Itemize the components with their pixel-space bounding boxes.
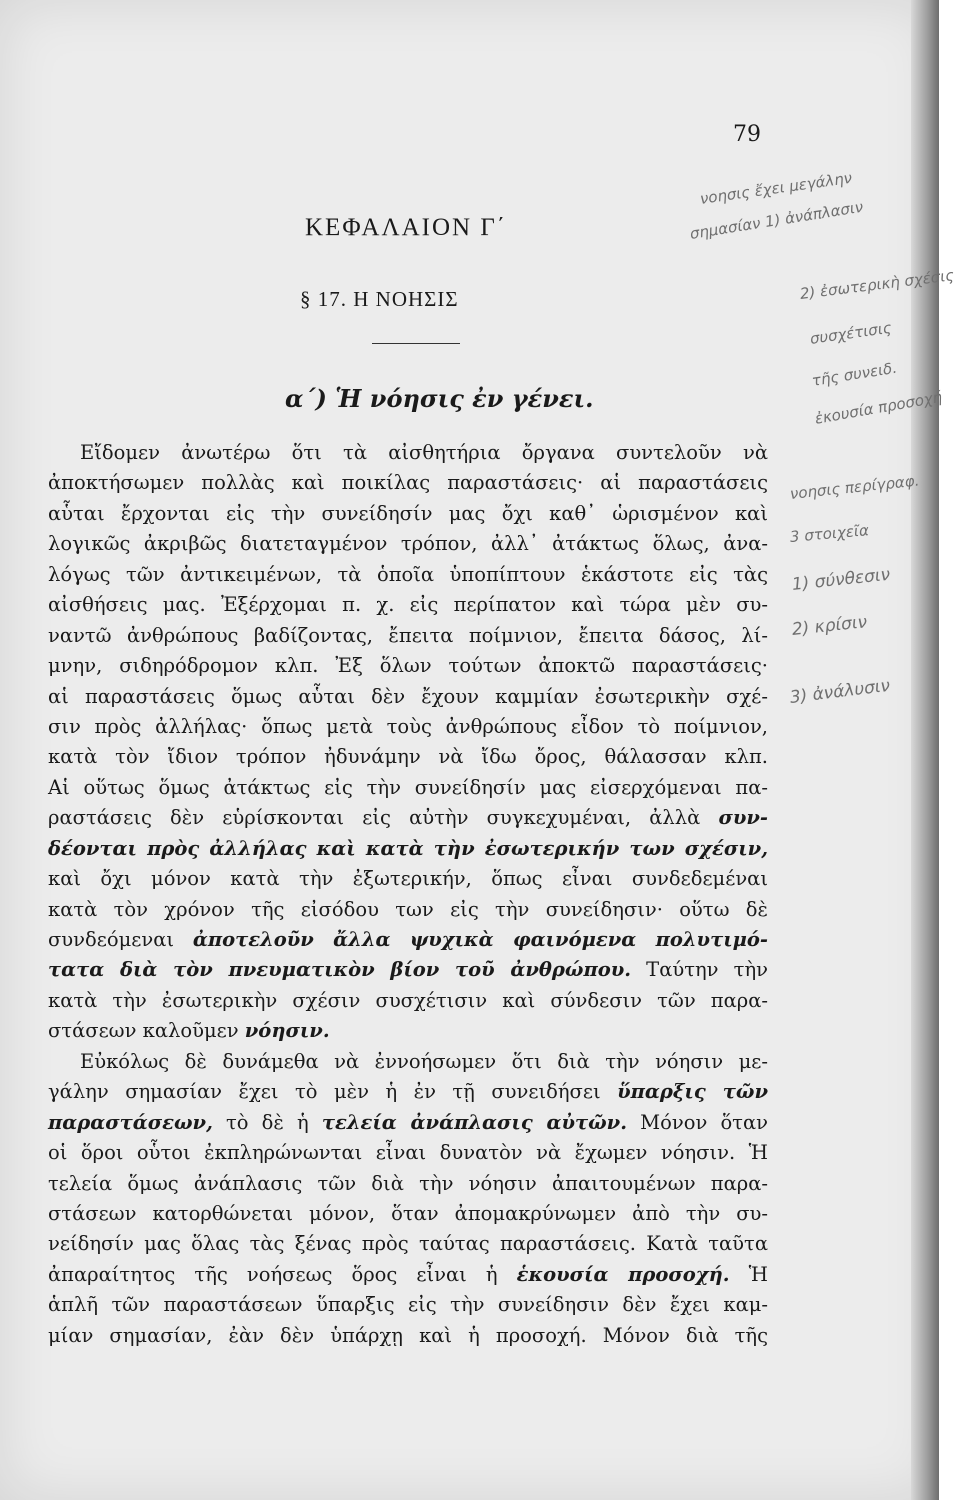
text-run: Αἱ οὕτως ὅμως ἀτάκτως εἰς τὴν συνείδησίν μας εἰσερχόμεναι πα-: [48, 775, 768, 799]
text-run: λογικῶς ἀκριβῶς διατεταγμένον τρόπον, ἀλλ᾽ ἀτάκτως ὅλως, ἀνα-: [48, 532, 768, 556]
emphasized-text: ὕπαρξις τῶν: [617, 1080, 768, 1104]
text-run: ναντῶ ἀνθρώπους βαδίζοντας, ἔπειτα ποίμνιον, ἔπειτα δάσος, λί-: [48, 623, 768, 647]
section-title: § 17. Η ΝΟΗΣΙΣ: [300, 287, 459, 311]
text-line: [48, 986, 768, 1016]
text-run: ἀπαραίτητος τῆς νοήσεως ὅρος εἶναι ἡ: [48, 1262, 517, 1286]
text-line: [48, 742, 768, 772]
text-line: [48, 590, 768, 620]
emphasized-text: ἑκουσία προσοχή.: [516, 1262, 730, 1286]
margin-note: 2) ἐσωτερικὴ σχέσις: [798, 266, 955, 303]
text-run: αἰσθήσεις μας. Ἐξέρχομαι π. χ. εἰς περίπατον καὶ τώρα μὲν συ-: [48, 593, 768, 617]
text-run: γάλην σημασίαν ἔχει τὸ μὲν ἡ ἐν τῇ συνειδήσει: [48, 1080, 618, 1104]
text-line: [48, 621, 768, 651]
text-line: [48, 499, 768, 529]
text-run: τὸ δὲ ἡ: [212, 1110, 322, 1134]
text-line: [48, 682, 768, 712]
text-run: συνδεόμεναι: [48, 928, 193, 951]
text-run: μίαν σημασίαν, ἐὰν δὲν ὑπάρχῃ καὶ ἡ προσοχή. Μόνον διὰ τῆς: [48, 1323, 768, 1347]
text-line: [48, 1047, 768, 1077]
text-line: [48, 1016, 768, 1046]
emphasized-text: ἀποτελοῦν ἄλλα ψυχικὰ φαινόμενα πολυτιμό-: [192, 928, 769, 951]
margin-note: ἐκουσία προσοχή: [813, 387, 944, 428]
text-run: στάσεων κατορθώνεται μόνον, ὅταν ἀπομακρύνωμεν ἀπὸ τὴν συ-: [48, 1201, 768, 1225]
text-line: [48, 468, 768, 498]
text-run: οἱ ὅροι οὗτοι ἐκπληρώνωνται εἶναι δυνατὸν νὰ ἔχωμεν νόησιν. Ἡ: [48, 1141, 768, 1165]
text-line: [48, 803, 768, 833]
text-run: κατὰ τὸν χρόνον τῆς εἰσόδου των εἰς τὴν συνείδησιν· οὕτω δὲ: [48, 897, 768, 921]
text-run: τελεία ὅμως ἀνάπλασις τῶν διὰ τὴν νόησιν ἀπαιτουμένων παρα-: [48, 1171, 768, 1195]
emphasized-text: τατα διὰ τὸν πνευματικὸν βίον τοῦ ἀνθρώπου.: [48, 958, 632, 982]
text-line: [48, 1260, 768, 1290]
text-run: αἱ παραστάσεις ὅμως αὗται δὲν ἔχουν καμμίαν ἐσωτερικὴν σχέ-: [48, 684, 768, 708]
margin-note: σημασίαν 1) ἀνάπλασιν: [688, 197, 865, 243]
text-run: Εἴδομεν ἀνωτέρω ὅτι τὰ αἰσθητήρια ὄργανα συντελοῦν νὰ: [80, 441, 768, 464]
text-run: Ἡ: [729, 1262, 768, 1286]
text-line: [48, 438, 768, 468]
text-run: ραστάσεις δὲν εὑρίσκονται εἰς αὐτὴν συγκεχυμέναι, ἀλλὰ: [48, 806, 719, 830]
text-line: [48, 1138, 768, 1168]
margin-note: 1) σύνθεσιν: [790, 564, 892, 595]
margin-note: νοησις ἔχει μεγάλην: [698, 168, 854, 208]
margin-note: συσχέτισις: [808, 318, 893, 348]
text-run: στάσεων καλοῦμεν: [48, 1019, 245, 1043]
margin-note: νοησις περίγραφ.: [789, 471, 921, 503]
page-number: 79: [733, 122, 761, 147]
margin-note: 2) κρίσιν: [790, 612, 869, 640]
text-run: αὗται ἔρχονται εἰς τὴν συνείδησίν μας ὄχι καθ᾽ ὡρισμένον καὶ: [48, 501, 768, 525]
text-run: νείδησίν μας ὅλας τὰς ξένας πρὸς ταύτας παραστάσεις. Κατὰ ταῦτα: [48, 1232, 768, 1256]
text-line: [48, 1199, 768, 1229]
text-run: κατὰ τὴν ἐσωτερικὴν σχέσιν συσχέτισιν καὶ σύνδεσιν τῶν παρα-: [48, 988, 768, 1012]
subsection-title: α΄) Ἡ νόησις ἐν γένει.: [285, 384, 594, 413]
text-line: [48, 712, 768, 742]
text-run: Μόνον ὅταν: [627, 1110, 768, 1134]
text-line: [48, 895, 768, 925]
margin-note: 3) ἀνάλυσιν: [788, 675, 892, 708]
text-run: μνην, σιδηρόδρομον κλπ. Ἐξ ὅλων τούτων ἀποκτῶ παραστάσεις·: [48, 654, 768, 678]
text-run: ἁπλῆ τῶν παραστάσεων ὕπαρξις εἰς τὴν συνείδησιν δὲν ἔχει καμ-: [48, 1293, 768, 1317]
text-line: [48, 1321, 768, 1351]
chapter-title: ΚΕΦΑΛΑΙΟΝ Γ΄: [305, 214, 508, 241]
text-line: [48, 834, 768, 864]
text-line: [48, 864, 768, 894]
text-line: [48, 955, 768, 985]
text-run: σιν πρὸς ἀλλήλας· ὅπως μετὰ τοὺς ἀνθρώπους εἶδον τὸ ποίμνιον,: [48, 714, 768, 738]
text-line: [48, 1108, 768, 1138]
text-line: [48, 773, 768, 803]
emphasized-text: παραστάσεων,: [48, 1110, 213, 1134]
margin-note: 3 στοιχεῖα: [789, 521, 870, 546]
text-line: [48, 1229, 768, 1259]
emphasized-text: δέονται πρὸς ἀλλήλας καὶ κατὰ τὴν ἐσωτερικήν των σχέσιν,: [48, 836, 768, 860]
emphasized-text: τελεία ἀνάπλασις αὐτῶν.: [321, 1110, 627, 1134]
text-run: καὶ ὄχι μόνον κατὰ τὴν ἐξωτερικήν, ὅπως εἶναι συνδεδεμέναι: [48, 867, 768, 891]
text-line: [48, 925, 768, 955]
text-run: Ταύτην τὴν: [631, 958, 768, 982]
text-line: [48, 651, 768, 681]
body-text: [48, 438, 768, 1351]
margin-note: τῆς συνειδ.: [810, 358, 899, 390]
text-line: [48, 560, 768, 590]
text-run: Εὐκόλως δὲ δυνάμεθα νὰ ἐννοήσωμεν ὅτι διὰ τὴν νόησιν με-: [80, 1049, 768, 1073]
text-line: [48, 1290, 768, 1320]
page-edge-shadow: [911, 0, 939, 1500]
text-line: [48, 529, 768, 559]
emphasized-text: συν-: [718, 806, 768, 830]
title-divider: [372, 343, 460, 344]
text-run: ἀποκτήσωμεν πολλὰς καὶ ποικίλας παραστάσεις· αἱ παραστάσεις: [48, 471, 768, 495]
text-run: κατὰ τὸν ἴδιον τρόπον ἠδυνάμην νὰ ἴδω ὄρος, θάλασσαν κλπ.: [48, 745, 768, 769]
text-line: [48, 1077, 768, 1107]
emphasized-text: νόησιν.: [244, 1019, 330, 1043]
text-line: [48, 1169, 768, 1199]
text-run: λόγως τῶν ἀντικειμένων, τὰ ὁποῖα ὑποπίπτουν ἑκάστοτε εἰς τὰς: [48, 562, 768, 586]
